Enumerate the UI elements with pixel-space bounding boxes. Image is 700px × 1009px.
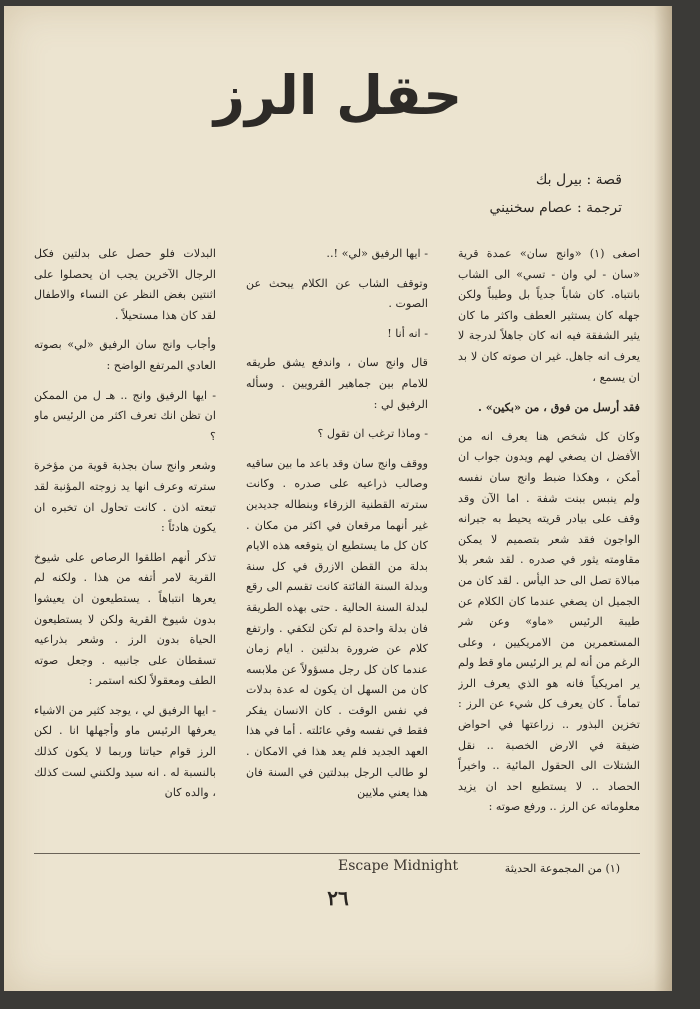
footer-source-title: Escape Midnight — [338, 858, 459, 874]
paragraph: وأجاب وانج سان الرفيق «لي» بصوته العادي المرتفع الواضح : — [34, 338, 216, 372]
paragraph: - ايها الرفيق وانج .. هـ ل من الممكن ان تظن انك تعرف اكثر من الرئيس ماو ؟ — [34, 388, 216, 443]
paragraph: وكان كل شخص هنا يعرف انه من الأفضل ان يصغي لهم ويدون جواب ان أمكن ، وهكذا ضبط وانج سان نفسه ولم ينبس ببنت شفة . اما الآن وقد وقف على بيادر قريته يحيط به جيرانه الواجون فقد شعر بتصميم لا يمكن مقاومته يثور في صدره . لقد شعر بلا مبالاة تصل الى حد اليأس . لقد كان من الجميل ان يصغي عندما كان الكلام عن طيبة الرئيس «ماو» وعن شر المستعمرين من الامريكيين ، وعلى الرغم من أنه لم ير الرئيس ماو قط ولم ير امريكياً فانه هو الذي يعرف الرز تماماً . كان يعرف كل شيء عن الرز : تخزين البذور .. زراعتها في احواض ضيقة في الارض الخصبة .. نقل الشتلات الى الحقول المائية .. واخيراً الحصاد .. لا يستطيع احد ان يزيد معلوماته عن الرز .. ورفع صوته : — [458, 429, 640, 814]
column-left — [34, 244, 216, 844]
paragraph: - وماذا ترغب ان تقول ؟ — [317, 427, 428, 441]
page-number: ٢٦ — [327, 886, 349, 910]
paragraph: تذكر أنهم اطلقوا الرصاص على شيوخ القرية لامر أتفه من هذا . ولكنه لم يعرها انتباهاً . يستطيعون ان يعيشوا بدون شيوخ القرية ولكن لا يستطيعون الحياة بدون الرز . وشعر بذراعيه تسقطان على جانبيه . وجعل صوته الطف ومعقولاً لكنه استمر : — [34, 550, 216, 688]
paragraph: ووقف وانج سان وقد باعد ما بين ساقيه وصالب ذراعيه على صدره . وكانت سترته القطنية الزرقاء وبنطاله جديدين غير أنهما مرقعان في اكثر من مكان . كان كل ما يستطيع ان يتوقعه هذه الايام بدلة من القطن الازرق في كل سنة وبدلة السنة الفائتة كانت تقسم الى رقع لبدلة السنة الحالية . حتى بهذه الطريقة فان بدلة واحدة لم تكن لتكفي . وارتفع كلام عن ضرورة بدلتين . ايام زمان عندما كان كل رجل مسؤولاً عن ملابسه كان من السهل ان يكون له عدة بدلات في نفس الوقت . كان الانسان يفكر فقط في نفسه وفي عائلته . أما في هذا العهد الجديد فلم يعد هذا في الامكان . لو طالب الرجل ببدلتين في السنة فان هذا يعني ملايين — [246, 456, 428, 800]
page-edge-shadow — [654, 6, 672, 991]
footnote: (١) من المجموعة الحديثة — [504, 862, 620, 875]
paragraph: - ايها الرفيق «لي» !.. — [326, 247, 428, 260]
column-middle — [246, 244, 428, 844]
paragraph: اصغى (١) «وانج سان» عمدة قرية «سان - لي وان - تسي» الى الشاب بانتباه. كان شاباً جدياً بل وطيباً ولكن جهله كان يستثير العطف واكثر ما كان يثير الشفقة فيه انه كان جاهلاً لدرجة لا يعرف انه جاهل. غير ان صوته كان لا بد ان يسمع ، — [458, 247, 640, 384]
paragraph: وتوقف الشاب عن الكلام يبحث عن الصوت . — [246, 276, 428, 311]
story-author-line: قصة : بيرل بك — [535, 172, 622, 188]
paragraph: فقد أرسل من فوق ، من «بكين» . — [477, 400, 640, 415]
paragraph: البدلات فلو حصل على بدلتين فكل الرجال الآخرين يجب ان يحصلوا على اثنتين بغض النظر عن النساء والاطفال لقد كان هذا مستحيلاً . — [34, 247, 216, 322]
column-right — [458, 244, 640, 844]
paragraph: وشعر وانج سان بجذبة قوية من مؤخرة سترته وعرف انها يد زوجته المؤنبة لقد تبعته اذن . كانت تحاول ان تخبره ان يكون هادئاً : — [34, 459, 216, 535]
paragraph: - انه أنا ! — [387, 326, 428, 340]
footer-divider — [34, 853, 640, 854]
paragraph: - ايها الرفيق لي ، يوجد كثير من الاشياء يعرفها الرئيس ماو وأجهلها انا . لكن الرز قوام حياتنا وربما لا يكون كذلك بالنسبة له . انه سيد ولكنني لست كذلك ، والده كان — [34, 703, 216, 800]
magazine-page — [4, 6, 672, 991]
translator-line: ترجمة : عصام سخنيني — [489, 200, 622, 216]
article-title: حقل الرز — [213, 64, 463, 127]
text-columns — [34, 244, 640, 844]
article-credits — [362, 166, 622, 222]
paragraph: قال وانج سان ، واندفع يشق طريقه للامام بين جماهير القرويين . وسأله الرفيق لي : — [246, 356, 428, 411]
